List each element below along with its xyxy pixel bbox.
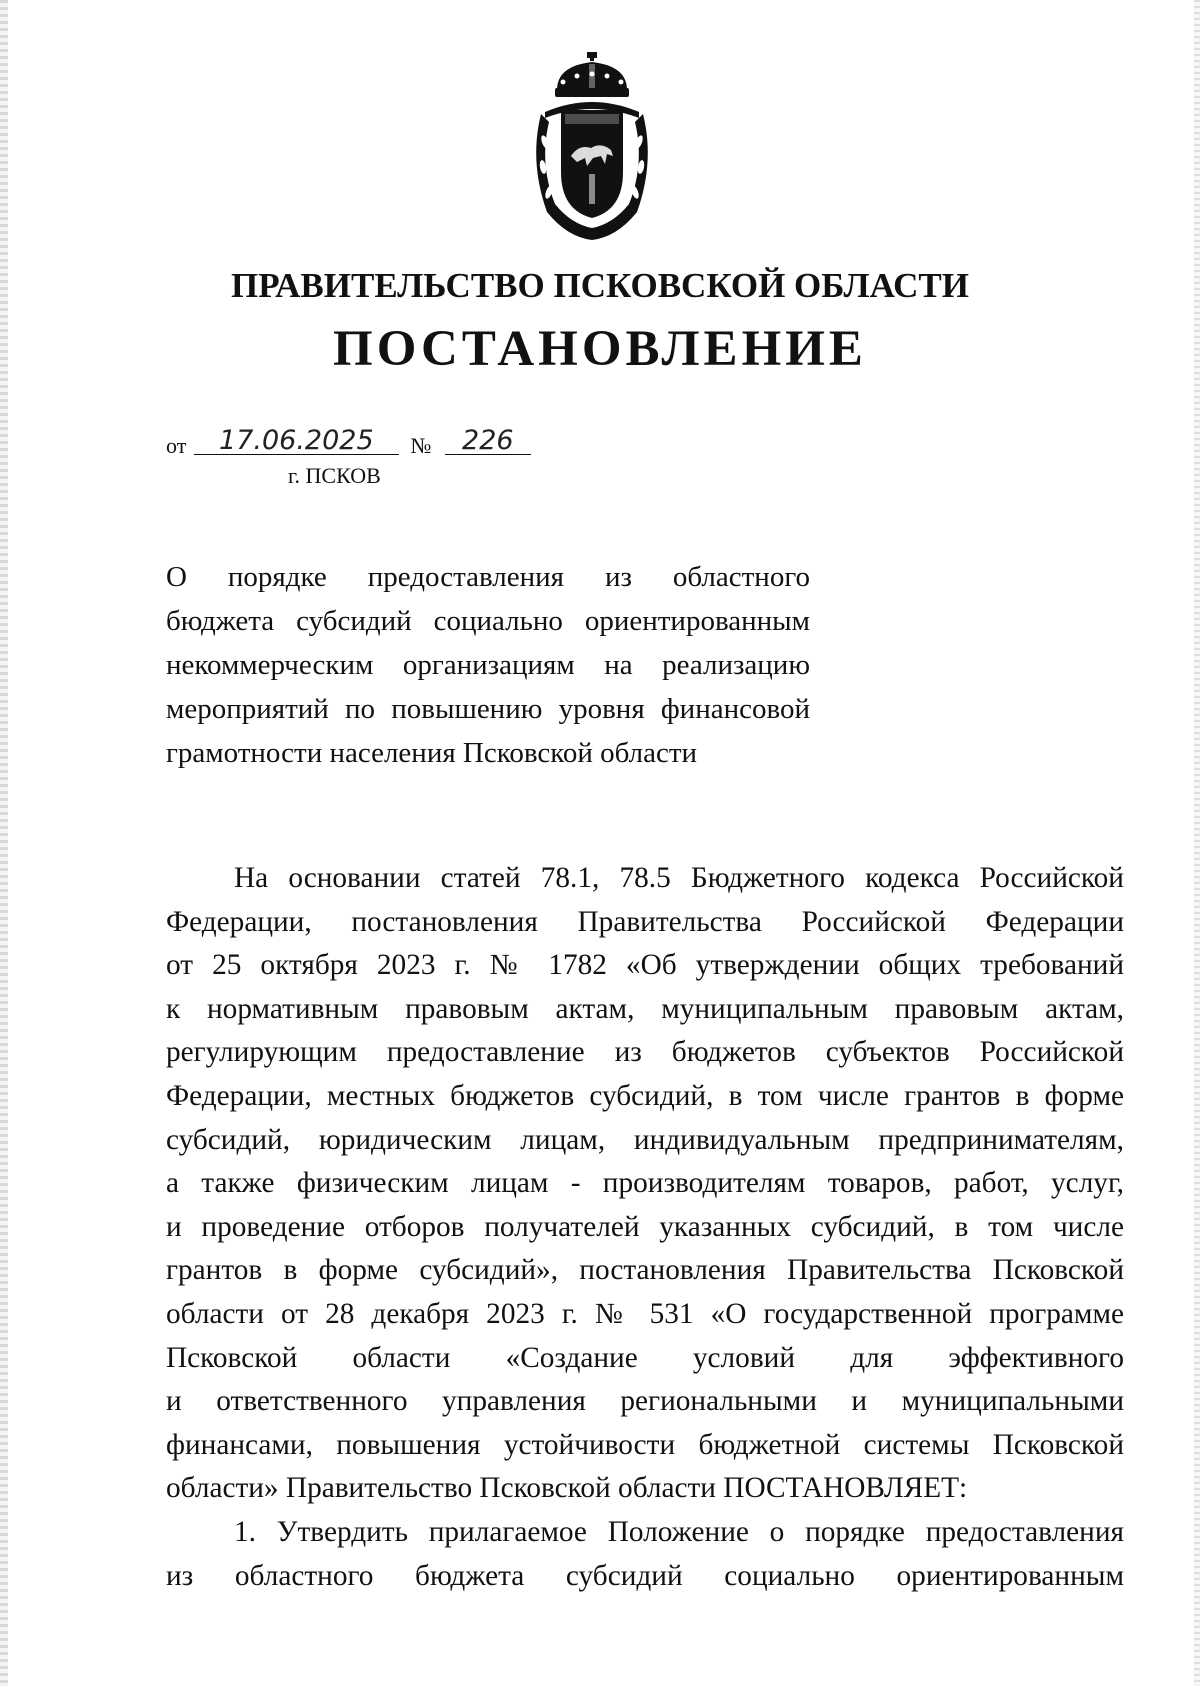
government-title: ПРАВИТЕЛЬСТВО ПСКОВСКОЙ ОБЛАСТИ bbox=[231, 266, 969, 305]
document-type: ПОСТАНОВЛЕНИЕ bbox=[333, 321, 867, 377]
subject-line: О порядке предоставления из областного bbox=[166, 561, 810, 593]
number-label: № bbox=[410, 433, 432, 458]
body-line: Федерации, местных бюджетов субсидий, в том числе грантов в форме bbox=[166, 1079, 1124, 1112]
subject-line: мероприятий по повышению уровня финансовой bbox=[166, 693, 810, 725]
city-label: г. ПСКОВ bbox=[288, 463, 381, 488]
body-line: регулирующим предоставление из бюджетов субъектов Российской bbox=[166, 1036, 1124, 1069]
body-line: и ответственного управления региональными и муниципальными bbox=[166, 1385, 1124, 1418]
body-line: от 25 октября 2023 г. № 1782 «Об утверждении общих требований bbox=[166, 949, 1124, 982]
scan-edge-right bbox=[1194, 0, 1200, 1686]
from-label: от bbox=[166, 433, 187, 458]
body-line: финансами, повышения устойчивости бюджетной системы Псковской bbox=[166, 1428, 1124, 1461]
subject-line: грамотности населения Псковской области bbox=[166, 737, 698, 769]
body-line: из областного бюджета субсидий социально ориентированным bbox=[166, 1559, 1124, 1592]
body-line: к нормативным правовым актам, муниципальным правовым актам, bbox=[166, 992, 1124, 1025]
document-subject bbox=[166, 555, 810, 775]
body-line: грантов в форме субсидий», постановления Правительства Псковской bbox=[166, 1254, 1124, 1287]
subject-line: некоммерческим организациям на реализацию bbox=[166, 649, 810, 681]
subject-line: бюджета субсидий социально ориентированным bbox=[166, 605, 810, 637]
body-line: а также физическим лицам - производителям товаров, работ, услуг, bbox=[166, 1167, 1124, 1200]
date-number-line bbox=[166, 425, 531, 459]
body-line: На основании статей 78.1, 78.5 Бюджетного кодекса Российской bbox=[234, 862, 1124, 894]
body-line: Псковской области «Создание условий для эффективного bbox=[166, 1341, 1124, 1374]
document-date: 17.06.2025 bbox=[194, 428, 399, 455]
document-body bbox=[166, 857, 1124, 1598]
scan-edge-left bbox=[0, 0, 8, 1686]
body-line: субсидий, юридическим лицам, индивидуальным предпринимателям, bbox=[166, 1123, 1124, 1156]
document-number: 226 bbox=[445, 428, 531, 455]
body-line: Федерации, постановления Правительства Российской Федерации bbox=[166, 905, 1124, 938]
body-line: 1. Утвердить прилагаемое Положение о порядке предоставления bbox=[234, 1515, 1124, 1548]
coat-of-arms-icon bbox=[527, 52, 657, 242]
body-line: области» Правительство Псковской области ПОСТАНОВЛЯЕТ: bbox=[166, 1472, 968, 1505]
body-line: и проведение отборов получателей указанных субсидий, в том числе bbox=[166, 1210, 1124, 1243]
body-line: области от 28 декабря 2023 г. № 531 «О государственной программе bbox=[166, 1297, 1124, 1330]
